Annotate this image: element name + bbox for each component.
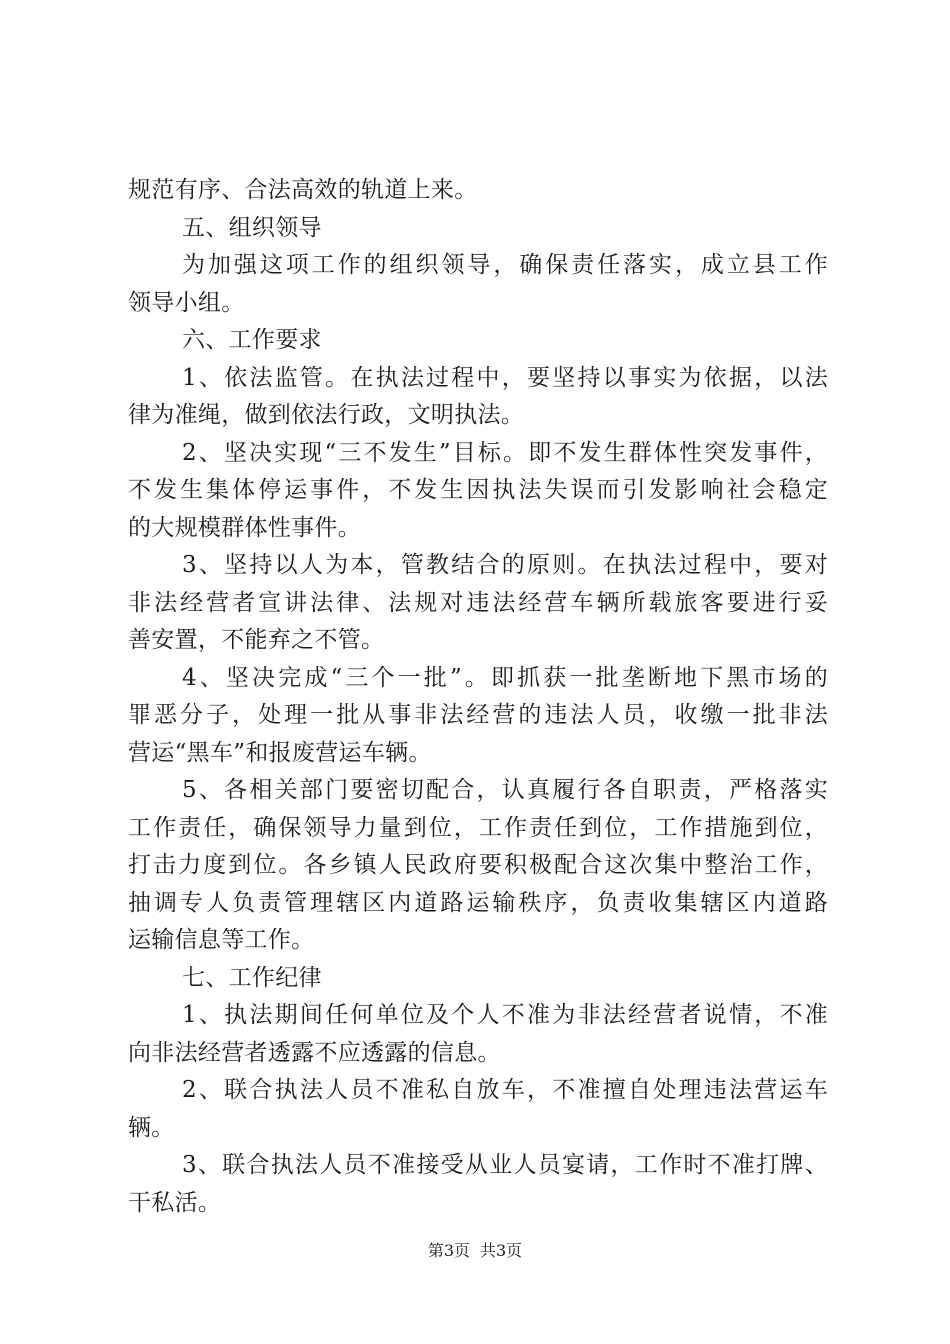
paragraph-line: 抽调专人负责管理辖区内道路运输秩序，负责收集辖区内道路 bbox=[128, 889, 828, 916]
paragraph-line: 运输信息等工作。 bbox=[128, 927, 315, 953]
section-heading-discipline: 七、工作纪律 bbox=[182, 964, 322, 991]
paragraph-line: 3、联合执法人员不准接受从业人员宴请，工作时不准打牌、 bbox=[182, 1152, 828, 1178]
paragraph-line: 2、坚决实现“三不发生”目标。即不发生群体性突发事件， bbox=[182, 439, 828, 466]
paragraph-line: 非法经营者宣讲法律、法规对违法经营车辆所载旅客要进行妥 bbox=[128, 589, 828, 616]
section-heading-organization: 五、组织领导 bbox=[182, 214, 322, 241]
paragraph-line: 辆。 bbox=[128, 1114, 175, 1141]
paragraph-line: 干私活。 bbox=[128, 1189, 222, 1216]
paragraph-line: 领导小组。 bbox=[128, 289, 245, 316]
document-body bbox=[128, 172, 828, 1222]
paragraph-line: 4、坚决完成“三个一批”。即抓获一批垄断地下黑市场的 bbox=[182, 664, 828, 691]
paragraph-line: 打击力度到位。各乡镇人民政府要积极配合这次集中整治工作， bbox=[128, 852, 828, 878]
paragraph-line: 工作责任，确保领导力量到位，工作责任到位，工作措施到位， bbox=[128, 814, 828, 841]
paragraph-line: 律为准绳，做到依法行政，文明执法。 bbox=[128, 402, 525, 428]
paragraph-line: 2、联合执法人员不准私自放车，不准擅自处理违法营运车 bbox=[182, 1077, 828, 1103]
paragraph-line: 善安置，不能弃之不管。 bbox=[128, 627, 385, 653]
page-number: 第3页 bbox=[427, 1241, 470, 1260]
paragraph-line: 5、各相关部门要密切配合，认真履行各自职责，严格落实 bbox=[182, 777, 828, 803]
paragraph-line: 为加强这项工作的组织领导，确保责任落实，成立县工作 bbox=[182, 252, 828, 278]
paragraph-line: 规范有序、合法高效的轨道上来。 bbox=[128, 177, 478, 203]
page-footer bbox=[0, 1241, 950, 1261]
paragraph-line: 向非法经营者透露不应透露的信息。 bbox=[128, 1039, 501, 1066]
paragraph-line: 1、执法期间任何单位及个人不准为非法经营者说情，不准 bbox=[182, 1002, 828, 1028]
paragraph-line: 的大规模群体性事件。 bbox=[128, 514, 361, 541]
paragraph-line: 营运“黑车”和报废营运车辆。 bbox=[128, 739, 432, 766]
paragraph-line: 不发生集体停运事件，不发生因执法失误而引发影响社会稳定 bbox=[128, 477, 828, 503]
paragraph-line: 3、坚持以人为本，管教结合的原则。在执法过程中，要对 bbox=[182, 552, 828, 578]
paragraph-line: 罪恶分子，处理一批从事非法经营的违法人员，收缴一批非法 bbox=[128, 702, 828, 728]
paragraph-line: 1、依法监管。在执法过程中，要坚持以事实为依据，以法 bbox=[182, 364, 828, 391]
page-total: 共3页 bbox=[480, 1241, 523, 1260]
section-heading-requirements: 六、工作要求 bbox=[182, 327, 322, 353]
